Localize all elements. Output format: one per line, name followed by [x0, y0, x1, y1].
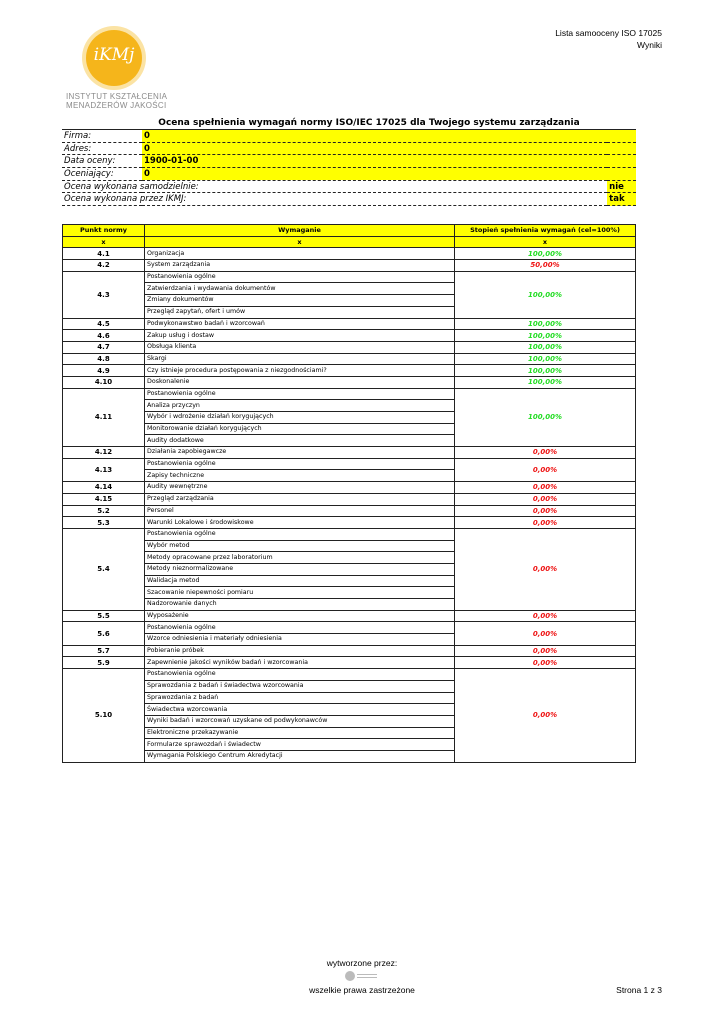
info-value: 0 — [142, 142, 636, 155]
requirement-cell: Świadectwa wzorcowania — [145, 704, 455, 716]
point-cell: 4.5 — [63, 318, 145, 330]
requirement-cell: Walidacja metod — [145, 575, 455, 587]
requirement-cell: Metody opracowane przez laboratorium — [145, 552, 455, 564]
score-cell: 0,00% — [455, 528, 636, 610]
point-cell: 4.13 — [63, 458, 145, 481]
logo-circle-icon — [86, 30, 142, 86]
requirement-cell: Elektroniczne przekazywanie — [145, 727, 455, 739]
point-cell: 4.12 — [63, 447, 145, 459]
requirement-cell: Doskonalenie — [145, 376, 455, 388]
subheader-score: x — [455, 236, 636, 248]
score-cell: 0,00% — [455, 622, 636, 645]
table-subheader-row — [63, 236, 636, 248]
logo-text — [66, 92, 181, 110]
requirement-cell: Pobieranie próbek — [145, 645, 455, 657]
requirement-cell: Zmiany dokumentów — [145, 295, 455, 307]
table-row — [63, 669, 636, 681]
score-cell: 100,00% — [455, 330, 636, 342]
header-subtitle: Wyniki — [637, 40, 662, 50]
score-cell: 100,00% — [455, 353, 636, 365]
logo-line2: MENADŻERÓW JAKOŚCI — [66, 101, 167, 110]
score-cell: 100,00% — [455, 318, 636, 330]
document-header — [555, 27, 662, 51]
requirement-cell: Postanowienia ogólne — [145, 388, 455, 400]
header-title: Lista samooceny ISO 17025 — [555, 28, 662, 38]
table-row — [63, 645, 636, 657]
table-row — [63, 528, 636, 540]
requirement-cell: Organizacja — [145, 248, 455, 260]
score-cell: 0,00% — [455, 505, 636, 517]
point-cell: 4.1 — [63, 248, 145, 260]
assessment-label: Ocena wykonana przez IKMJ: — [62, 193, 607, 206]
score-cell: 100,00% — [455, 341, 636, 353]
logo-line1: INSTYTUT KSZTAŁCENIA — [66, 92, 168, 101]
requirement-cell: Działania zapobiegawcze — [145, 447, 455, 459]
requirement-cell: Skargi — [145, 353, 455, 365]
score-cell: 0,00% — [455, 458, 636, 481]
info-value: 0 — [142, 168, 636, 181]
footer-made-by: wytworzone przez: — [326, 958, 398, 968]
requirement-cell: Wybór metod — [145, 540, 455, 552]
table-row — [63, 271, 636, 283]
page-title: Ocena spełnienia wymagań normy ISO/IEC 17025 dla Twojego systemu zarządzania — [158, 118, 580, 128]
score-cell: 0,00% — [455, 610, 636, 622]
info-label: Oceniający: — [62, 168, 142, 181]
score-cell: 0,00% — [455, 447, 636, 459]
point-cell: 5.3 — [63, 517, 145, 529]
assessment-value: nie — [607, 180, 636, 193]
requirement-cell: System zarządzania — [145, 260, 455, 272]
score-cell: 0,00% — [455, 669, 636, 763]
requirement-cell: Wyposażenie — [145, 610, 455, 622]
requirement-cell: Zakup usług i dostaw — [145, 330, 455, 342]
score-cell: 0,00% — [455, 482, 636, 494]
requirement-cell: Postanowienia ogólne — [145, 622, 455, 634]
point-cell: 4.3 — [63, 271, 145, 318]
table-row — [63, 517, 636, 529]
requirement-cell: Metody nieznormalizowane — [145, 563, 455, 575]
requirement-cell: Audity dodatkowe — [145, 435, 455, 447]
requirement-cell: Formularze sprawozdań i świadectw — [145, 739, 455, 751]
table-header-row — [63, 225, 636, 237]
score-cell: 100,00% — [455, 271, 636, 318]
requirement-cell: Postanowienia ogólne — [145, 669, 455, 681]
column-header-point: Punkt normy — [63, 225, 145, 237]
assessment-value: tak — [607, 193, 636, 206]
table-row — [63, 458, 636, 470]
table-row — [63, 330, 636, 342]
requirement-cell: Wybór i wdrożenie działań korygujących — [145, 412, 455, 424]
table-row — [63, 248, 636, 260]
score-cell: 100,00% — [455, 388, 636, 446]
score-cell: 100,00% — [455, 248, 636, 260]
point-cell: 4.9 — [63, 365, 145, 377]
table-row — [63, 388, 636, 400]
footer-logo-circle — [345, 971, 355, 981]
info-table — [62, 129, 636, 206]
point-cell: 5.6 — [63, 622, 145, 645]
table-row — [63, 260, 636, 272]
point-cell: 4.6 — [63, 330, 145, 342]
requirement-cell: Sprawozdania z badań — [145, 692, 455, 704]
requirement-cell: Zapisy techniczne — [145, 470, 455, 482]
logo-mark: iKMj — [93, 45, 135, 65]
score-cell: 0,00% — [455, 645, 636, 657]
point-cell: 4.2 — [63, 260, 145, 272]
requirement-cell: Zatwierdzania i wydawania dokumentów — [145, 283, 455, 295]
point-cell: 5.9 — [63, 657, 145, 669]
info-row — [62, 168, 636, 181]
requirement-cell: Zapewnienie jakości wyników badań i wzorcowania — [145, 657, 455, 669]
subheader-requirement: x — [145, 236, 455, 248]
info-value: 1900-01-00 — [142, 155, 636, 168]
score-cell: 0,00% — [455, 657, 636, 669]
requirement-cell: Obsługa klienta — [145, 341, 455, 353]
info-label: Firma: — [62, 130, 142, 143]
point-cell: 5.4 — [63, 528, 145, 610]
requirement-cell: Postanowienia ogólne — [145, 271, 455, 283]
point-cell: 5.2 — [63, 505, 145, 517]
point-cell: 4.14 — [63, 482, 145, 494]
requirement-cell: Przegląd zapytań, ofert i umów — [145, 306, 455, 318]
assessment-label: Ocena wykonana samodzielnie: — [62, 180, 607, 193]
point-cell: 4.10 — [63, 376, 145, 388]
requirement-cell: Audity wewnętrzne — [145, 482, 455, 494]
requirement-cell: Analiza przyczyn — [145, 400, 455, 412]
info-row — [62, 142, 636, 155]
requirement-cell: Szacowanie niepewności pomiaru — [145, 587, 455, 599]
table-row — [63, 365, 636, 377]
info-value: 0 — [142, 130, 636, 143]
requirement-cell: Wyniki badań i wzorcowań uzyskane od podwykonawców — [145, 715, 455, 727]
table-row — [63, 610, 636, 622]
score-cell: 0,00% — [455, 493, 636, 505]
info-row — [62, 155, 636, 168]
table-row — [63, 493, 636, 505]
footer-logo-lines — [357, 974, 377, 975]
requirement-cell: Wymagania Polskiego Centrum Akredytacji — [145, 750, 455, 762]
requirement-cell: Przegląd zarządzania — [145, 493, 455, 505]
table-row — [63, 505, 636, 517]
table-row — [63, 482, 636, 494]
requirement-cell: Nadzorowanie danych — [145, 599, 455, 611]
score-cell: 100,00% — [455, 365, 636, 377]
point-cell: 4.7 — [63, 341, 145, 353]
point-cell: 4.11 — [63, 388, 145, 446]
table-row — [63, 318, 636, 330]
table-row — [63, 622, 636, 634]
requirement-cell: Postanowienia ogólne — [145, 528, 455, 540]
requirement-cell: Czy istnieje procedura postępowania z niezgodnościami? — [145, 365, 455, 377]
results-table — [62, 224, 636, 763]
requirement-cell: Podwykonawstwo badań i wzorcowań — [145, 318, 455, 330]
table-row — [63, 353, 636, 365]
requirement-cell: Monitorowanie działań korygujących — [145, 423, 455, 435]
info-label: Data oceny: — [62, 155, 142, 168]
assessment-row — [62, 193, 636, 206]
info-label: Adres: — [62, 142, 142, 155]
point-cell: 5.5 — [63, 610, 145, 622]
point-cell: 4.8 — [63, 353, 145, 365]
requirement-cell: Personel — [145, 505, 455, 517]
requirement-cell: Wzorce odniesienia i materiały odniesienia — [145, 634, 455, 646]
score-cell: 0,00% — [455, 517, 636, 529]
table-row — [63, 341, 636, 353]
table-row — [63, 376, 636, 388]
footer-rights: wszelkie prawa zastrzeżone — [309, 985, 415, 995]
subheader-point: x — [63, 236, 145, 248]
requirement-cell: Warunki Lokalowe i środowiskowe — [145, 517, 455, 529]
table-row — [63, 657, 636, 669]
requirement-cell: Postanowienia ogólne — [145, 458, 455, 470]
footer-logo-icon — [345, 971, 379, 981]
info-row — [62, 130, 636, 143]
column-header-requirement: Wymaganie — [145, 225, 455, 237]
score-cell: 50,00% — [455, 260, 636, 272]
requirement-cell: Sprawozdania z badań i świadectwa wzorcowania — [145, 680, 455, 692]
page-number: Strona 1 z 3 — [616, 985, 662, 995]
point-cell: 5.10 — [63, 669, 145, 763]
point-cell: 4.15 — [63, 493, 145, 505]
assessment-row — [62, 180, 636, 193]
point-cell: 5.7 — [63, 645, 145, 657]
column-header-score: Stopień spełnienia wymagań (cel=100%) — [455, 225, 636, 237]
score-cell: 100,00% — [455, 376, 636, 388]
table-row — [63, 447, 636, 459]
ikmj-logo — [66, 30, 176, 112]
